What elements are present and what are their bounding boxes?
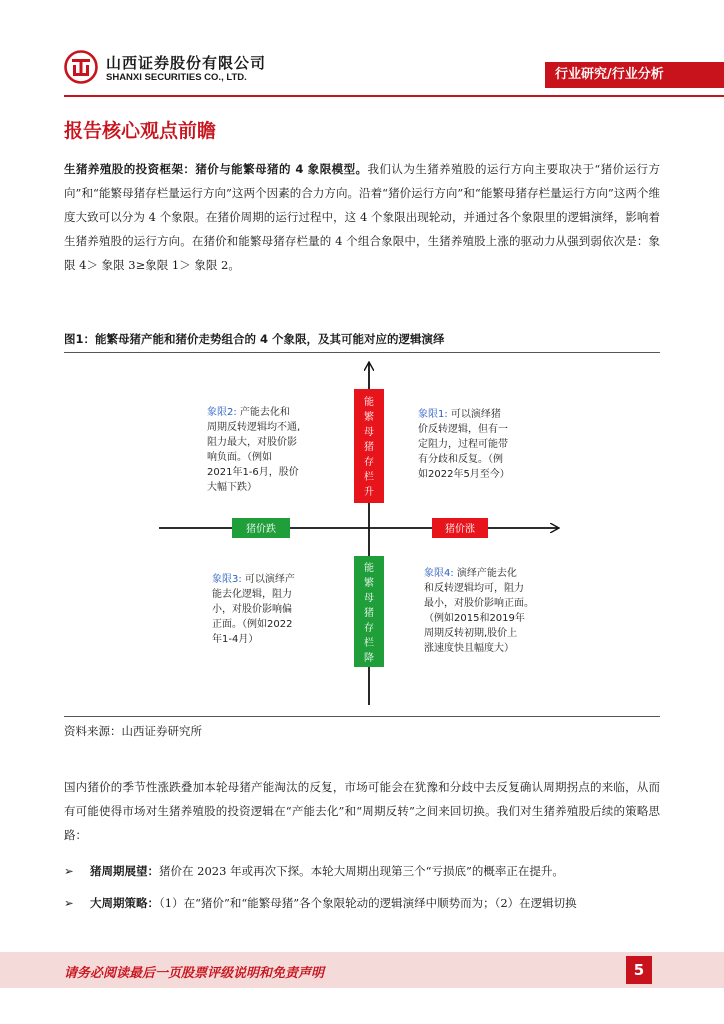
quadrant-line [424, 566, 517, 579]
bullet-text: 猪价在 2023 年或再次下探。本轮大周期出现第三个“亏损底”的概率正在提升。 [159, 864, 564, 878]
quadrant-label: 象限4: [424, 568, 457, 579]
quadrant-line: 价反转逻辑，但有一 [418, 424, 508, 435]
page-number: 5 [626, 956, 652, 984]
quadrant-line: 正面。（例如2022 [212, 619, 293, 630]
quadrant-line: 涨速度快且幅度大） [424, 643, 514, 654]
page-title: 报告核心观点前瞻 [64, 120, 217, 142]
axis-label-char: 存 [364, 623, 374, 634]
quadrant-line: 定阻力，过程可能带 [418, 439, 508, 450]
quadrant-line: 周期反转初期,股价上 [424, 628, 518, 639]
axis-left-label: 猪价跌 [246, 524, 276, 535]
axis-label-char: 升 [364, 487, 374, 498]
quadrant-diagram [64, 353, 660, 718]
header-divider [64, 95, 724, 97]
quadrant-line-text: 演绎产能去化 [456, 568, 517, 579]
quadrant-line: 和反转逻辑均可，阻力 [424, 583, 524, 594]
footer-disclaimer: 请务必阅读最后一页股票评级说明和免责声明 [64, 966, 325, 981]
quadrant-line: 响负面。（例如 [207, 452, 272, 463]
quadrant-line: 小，对股价影响偏 [212, 604, 292, 615]
bullet-item [64, 891, 660, 915]
axis-label-char: 繁 [364, 578, 374, 589]
quadrant-line-text: 可以演绎猪 [450, 409, 501, 420]
intro-paragraph-bold: 生猪养殖股的投资框架：猪价与能繁母猪的 4 象限模型。 [64, 162, 368, 176]
quadrant-3-text [212, 572, 295, 645]
quadrant-line: （例如2015和2019年 [424, 613, 525, 624]
figure-box [64, 352, 660, 717]
bullet-arrow-icon: ➢ [64, 896, 74, 910]
bullet-item [64, 859, 660, 883]
quadrant-line: 阻力最大，对股价影 [207, 437, 297, 448]
axis-label-char: 猪 [364, 608, 374, 619]
section-tag: 行业研究/行业分析 [545, 62, 724, 88]
quadrant-label: 象限2: [207, 407, 240, 418]
axis-label-char: 栏 [364, 638, 374, 649]
intro-paragraph-text: 我们认为生猪养殖股的运行方向主要取决于“猪价运行方向”和“能繁母猪存栏量运行方向”这两个因素的合力方向。沿着“猪价运行方向”和“能繁母猪存栏量运行方向”这两个维度大致可以分为 4 个象限。在猪价周期的运行过程中，这 4 个象限出现轮动，并通过各个象限里的逻辑演绎，影响着生猪养殖股的运行方向。在猪价和能繁母猪存栏量的 4 个组合象限中，生猪养殖股上涨的驱动力从强到弱依次是：象限 4＞ 象限 3≥象限 1＞ 象限 2。 [64, 162, 660, 272]
quadrant-line: 有分歧和反复。（例 [418, 454, 503, 465]
quadrant-line-text: 产能去化和 [239, 407, 290, 418]
strategy-paragraph: 国内猪价的季节性涨跌叠加本轮母猪产能淘汰的反复，市场可能会在犹豫和分歧中去反复确认周期拐点的来临，从而有可能使得市场对生猪养殖股的投资逻辑在“产能去化”和“周期反转”之间来回切换。我们对生猪养殖股后续的策略思路： [64, 780, 660, 842]
quadrant-line-text: 可以演绎产 [244, 574, 295, 585]
axis-label-char: 栏 [364, 472, 374, 483]
quadrant-2-text [207, 405, 300, 493]
quadrant-line [418, 407, 501, 420]
page-header [0, 0, 724, 100]
company-name-cn: 山西证券股份有限公司 [106, 54, 267, 72]
axis-label-char: 能 [364, 397, 374, 408]
quadrant-line: 2021年1-6月，股价 [207, 467, 299, 478]
axis-label-char: 能 [364, 563, 374, 574]
quadrant-1-text [418, 407, 510, 480]
axis-label-char: 降 [364, 653, 374, 664]
figure-source: 资料来源：山西证券研究所 [64, 724, 202, 738]
quadrant-4-text [424, 566, 534, 654]
bullet-heading: 大周期策略： [90, 896, 159, 910]
axis-label-char: 母 [364, 593, 374, 604]
quadrant-label: 象限3: [212, 574, 245, 585]
bullet-heading: 猪周期展望： [90, 864, 159, 878]
quadrant-label: 象限1: [418, 409, 451, 420]
quadrant-line: 能去化逻辑，阻力 [212, 589, 292, 600]
quadrant-line: 大幅下跌） [207, 482, 257, 493]
axis-label-char: 繁 [364, 412, 374, 423]
quadrant-line: 年1-4月） [212, 634, 259, 645]
axis-label-char: 猪 [364, 442, 374, 453]
axis-label-char: 母 [364, 427, 374, 438]
bullet-arrow-icon: ➢ [64, 864, 74, 878]
quadrant-line: 周期反转逻辑均不通, [207, 422, 301, 433]
company-name-en: SHANXI SECURITIES CO., LTD. [106, 72, 247, 83]
quadrant-line: 最小，对股价影响正面。 [424, 598, 534, 609]
axis-right-label: 猪价涨 [445, 524, 475, 535]
quadrant-line [212, 572, 295, 585]
company-logo [64, 50, 98, 84]
quadrant-line: 如2022年5月至今） [418, 469, 510, 480]
figure-title: 图1：能繁母猪产能和猪价走势组合的 4 个象限，及其可能对应的逻辑演绎 [64, 332, 445, 346]
bullet-text: （1）在“猪价”和“能繁母猪”各个象限轮动的逻辑演绎中顺势而为；（2）在逻辑切换 [159, 896, 577, 910]
axis-label-char: 存 [364, 457, 374, 468]
intro-paragraph [64, 157, 660, 277]
quadrant-line [207, 405, 290, 418]
